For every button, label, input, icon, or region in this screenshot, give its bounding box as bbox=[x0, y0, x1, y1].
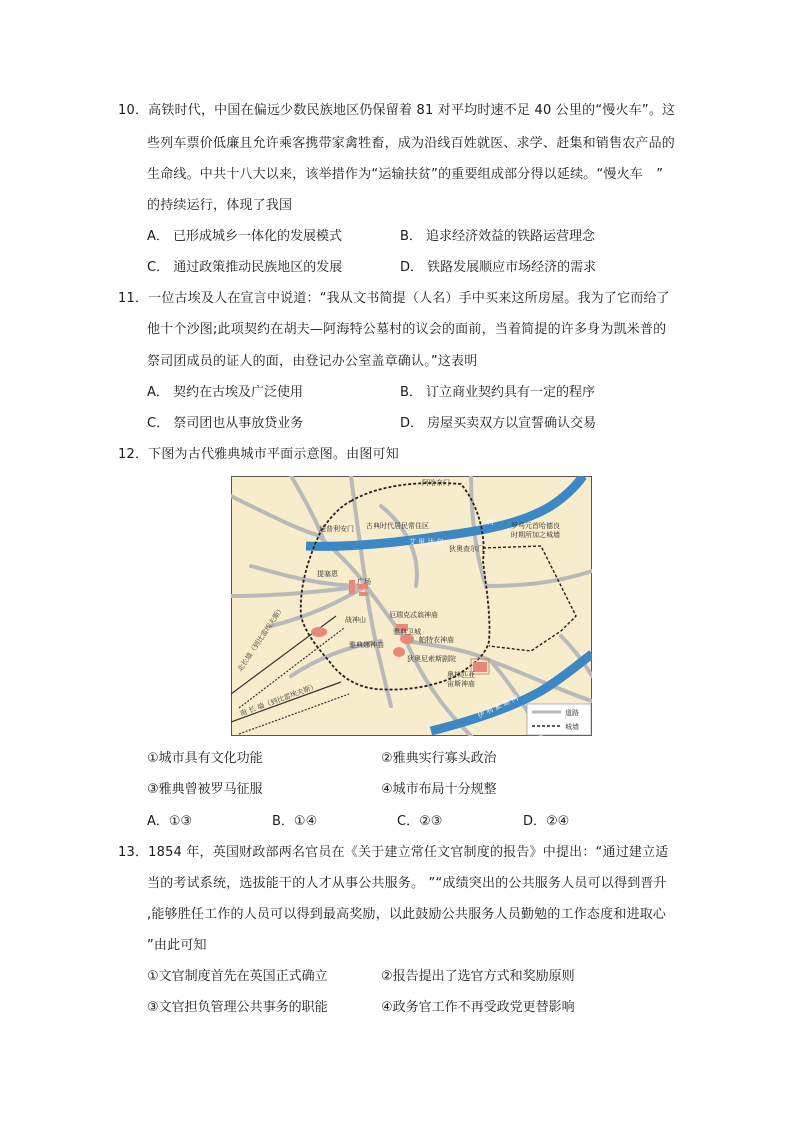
q10-option-a: A． 已形成城乡一体化的发展模式 bbox=[147, 229, 343, 244]
label-north-long-wall: 北长墙（到比雷埃夫斯） bbox=[236, 604, 286, 674]
map-legend bbox=[527, 704, 591, 735]
q13-line-1: 13．1854 年，英国财政部两名官员在《关于建立常任文官制度的报告》中提出：“通过建立适 bbox=[118, 845, 669, 860]
label-olympieion-2: 宙斯神庙 bbox=[447, 680, 475, 688]
label-roman-wall-1: 罗马元首哈德良 bbox=[511, 522, 560, 530]
q10-option-d: D． 铁路发展顺应市场经济的需求 bbox=[400, 260, 597, 275]
q11-line-1: 11．一位古埃及人在宣言中说道：“我从文书简提（人名）手中买来这所房屋。我为了它而给了 bbox=[118, 291, 670, 306]
q13-statement-4: ④政务官工作不再受政党更替影响 bbox=[381, 1000, 575, 1015]
q10-line-2: 些列车票价低廉且允许乘客携带家禽牲畜，成为沿线百姓就医、求学、赶集和销售农产品的 bbox=[147, 136, 676, 151]
q10-line-4: 的持续运行，体现了我国 bbox=[147, 198, 293, 213]
label-dipylon-gate: 迪普利安门 bbox=[319, 525, 354, 533]
label-roman-wall-2: 时期所加之城墙 bbox=[511, 531, 560, 539]
q12-statement-1: ①城市具有文化功能 bbox=[147, 751, 263, 766]
q10-option-b: B． 追求经济效益的铁路运营理念 bbox=[400, 229, 596, 244]
q11-line-2: 他十个沙图;此项契约在胡夫—阿海特公墓村的议会的面前，当着简提的许多身为凯米普的 bbox=[147, 322, 667, 337]
q11-option-d: D． 房屋买卖双方以宣誓确认交易 bbox=[400, 416, 597, 431]
q11-option-a: A． 契约在古埃及广泛使用 bbox=[147, 385, 304, 400]
label-eridanos: 艾 里 达 尔 bbox=[409, 538, 444, 546]
athens-city-map bbox=[231, 476, 592, 736]
label-river: 河 bbox=[487, 518, 494, 526]
q10-option-c: C． 通过政策推动民族地区的发展 bbox=[147, 260, 343, 275]
legend-wall: 城墙 bbox=[565, 723, 579, 731]
q12-option-b: B．①④ bbox=[272, 814, 318, 829]
q12-option-a: A．①③ bbox=[147, 814, 193, 829]
label-south-long-wall: 南 长 墙（到比雷埃夫斯） bbox=[238, 682, 319, 718]
q12-statement-4: ④城市布局十分规整 bbox=[381, 782, 497, 797]
q13-line-2: 当的考试系统，选拔能干的人才从事公共服务。 ”“成绩突出的公共服务人员可以得到晋升 bbox=[147, 876, 667, 891]
q13-line-4: ”由此可知 bbox=[147, 938, 207, 953]
label-kerameikos: 提塞恩 bbox=[317, 570, 338, 578]
q13-statement-2: ②报告提出了选官方式和奖励原则 bbox=[381, 969, 575, 984]
q13-statement-1: ①文官制度首先在英国正式确立 bbox=[147, 969, 328, 984]
label-residential: 古典时代居民常住区 bbox=[366, 522, 429, 530]
q10-line-3: 生命线。中共十八大以来，该举措作为“运输扶贫”的重要组成部分得以延续。“慢火车 ” bbox=[147, 167, 664, 182]
label-athena-temple: 雅典娜神庙 bbox=[349, 641, 384, 649]
q12-option-d: D．②④ bbox=[523, 814, 570, 829]
label-olympieion-1: 奥林匹亚 bbox=[447, 671, 475, 679]
q11-option-b: B． 订立商业契约具有一定的程序 bbox=[400, 385, 596, 400]
q11-line-3: 祭司团成员的证人的面，由登记办公室盖章确认。”这表明 bbox=[147, 354, 478, 369]
q12-statement-2: ②雅典实行寡头政治 bbox=[381, 751, 497, 766]
label-ilisos: 伊 利 索 斯 河 bbox=[476, 694, 520, 720]
label-diochares-gate: 狄奥查尔门 bbox=[449, 545, 484, 553]
q10-line-1: 10．高铁时代，中国在偏远少数民族地区仍保留着 81 对平均时速不足 40 公里的“慢火车”。这 bbox=[118, 103, 676, 118]
q12-stem: 12．下图为古代雅典城市平面示意图。由图可知 bbox=[118, 447, 399, 462]
legend-road: 道路 bbox=[565, 709, 579, 717]
q12-option-c: C．②③ bbox=[397, 814, 443, 829]
label-dionysus-theater: 狄奥尼索斯剧院 bbox=[407, 655, 456, 663]
label-parthenon: 帕特农神庙 bbox=[419, 636, 454, 644]
label-agora: 广场 bbox=[357, 578, 371, 586]
q13-statement-3: ③文官担负管理公共事务的职能 bbox=[147, 1000, 328, 1015]
label-erechtheion: 厄瑞克忒翁神庙 bbox=[389, 611, 438, 619]
q12-statement-3: ③雅典曾被罗马征服 bbox=[147, 782, 263, 797]
label-acharnian-gate: 阿哈奈门 bbox=[422, 479, 450, 487]
q13-line-3: ,能够胜任工作的人员可以得到最高奖励，以此鼓励公共服务人员勤勉的工作态度和进取心 bbox=[147, 907, 667, 922]
q11-option-c: C． 祭司团也从事放贷业务 bbox=[147, 416, 304, 431]
label-acropolis: 雅典卫城 bbox=[393, 628, 421, 636]
label-areopagus: 战神山 bbox=[345, 616, 366, 624]
